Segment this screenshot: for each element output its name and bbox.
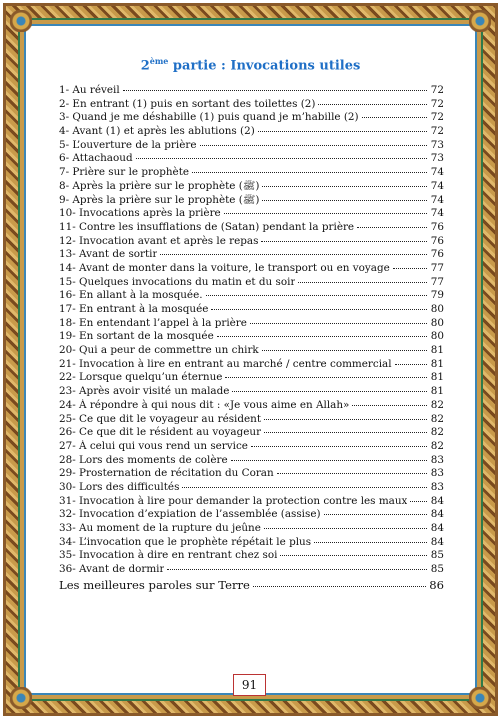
toc-entry-page: 86 xyxy=(429,577,444,592)
toc-entry-page: 76 xyxy=(430,220,444,233)
toc-entry[interactable] xyxy=(59,98,444,112)
toc-entry-title: 2- En entrant (1) puis en sortant des toilettes (2) xyxy=(59,97,316,110)
toc-entry-title: 1- Au réveil xyxy=(59,84,120,96)
toc-entry-title: 17- En entrant à la mosquée xyxy=(59,303,209,315)
corner-ornament-icon xyxy=(469,10,491,32)
toc-entry[interactable] xyxy=(59,549,444,563)
toc-entry-page: 79 xyxy=(430,289,444,302)
toc-entry[interactable] xyxy=(59,330,444,344)
dot-leader xyxy=(167,569,427,570)
toc-entry[interactable] xyxy=(59,235,444,249)
toc-entry-title: 11- Contre les insufflations de (Satan) pendant la prière xyxy=(59,220,355,233)
toc-entry[interactable] xyxy=(59,207,444,221)
toc-entry[interactable] xyxy=(59,371,444,385)
toc-entry-page: 77 xyxy=(430,261,444,274)
toc-entry-title: 12- Invocation avant et après le repas xyxy=(59,234,259,247)
dot-leader xyxy=(225,377,427,378)
toc-entry-page: 84 xyxy=(430,508,444,521)
toc-entry-title: 19- En sortant de la mosquée xyxy=(59,330,214,343)
toc-entry[interactable] xyxy=(59,536,444,550)
toc-entry-title: 15- Quelques invocations du matin et du soir xyxy=(59,275,296,288)
table-of-contents xyxy=(59,84,444,594)
toc-entry-page: 83 xyxy=(430,453,444,466)
dot-leader xyxy=(395,364,427,365)
toc-entry-page: 82 xyxy=(430,426,444,439)
toc-entry[interactable] xyxy=(59,358,444,372)
dot-leader xyxy=(264,432,427,433)
toc-entry-title: 4- Avant (1) et après les ablutions (2) xyxy=(59,125,255,138)
toc-entry[interactable] xyxy=(59,166,444,180)
toc-entry-page: 82 xyxy=(430,439,444,452)
toc-entry-title: 16- En allant à la mosquée. xyxy=(59,289,203,302)
toc-entry-page: 76 xyxy=(430,248,444,261)
dot-leader xyxy=(250,323,427,324)
toc-entry-page: 85 xyxy=(430,563,444,576)
toc-entry-title: 36- Avant de dormir xyxy=(59,563,165,576)
toc-entry-page: 85 xyxy=(430,549,444,562)
dot-leader xyxy=(324,514,427,515)
page-number: 91 xyxy=(233,674,266,696)
toc-entry-title: 21- Invocation à lire en entrant au marché / centre commercial xyxy=(59,357,392,370)
toc-entry-page: 72 xyxy=(430,97,444,110)
toc-entry[interactable] xyxy=(59,139,444,153)
toc-entry-title: 14- Avant de monter dans la voiture, le transport ou en voyage xyxy=(59,261,390,274)
heading-ordinal: 2 xyxy=(140,58,150,74)
toc-entry[interactable] xyxy=(59,289,444,303)
toc-entry-title: 31- Invocation à lire pour demander la protection contre les maux xyxy=(59,494,408,507)
toc-entry-page: 77 xyxy=(430,275,444,288)
toc-entry-title: 20- Qui a peur de commettre un chirk xyxy=(59,344,259,357)
toc-entry-title: 30- Lors des difficultés xyxy=(59,480,180,493)
toc-entry[interactable] xyxy=(59,522,444,536)
toc-entry-title: 25- Ce que dit le voyageur au résident xyxy=(59,412,262,425)
toc-entry-page: 74 xyxy=(430,207,444,220)
heading-ordinal-suffix: ème xyxy=(149,56,169,66)
toc-entry-title: 7- Prière sur le prophète xyxy=(59,166,190,179)
toc-entry[interactable] xyxy=(59,399,444,413)
dot-leader xyxy=(253,586,426,587)
toc-entry-title: 34- L’invocation que le prophète répétait le plus xyxy=(59,535,312,548)
toc-entry-page: 74 xyxy=(430,179,444,192)
dot-leader xyxy=(224,213,427,214)
toc-entry-title: 8- Après la prière sur le prophète (ﷺ) xyxy=(59,179,260,192)
toc-entry-title: 18- En entendant l’appel à la prière xyxy=(59,316,247,329)
toc-entry-page: 72 xyxy=(430,111,444,124)
dot-leader xyxy=(352,405,427,406)
dot-leader xyxy=(206,295,427,296)
toc-entry-title: 27- À celui qui vous rend un service xyxy=(59,439,248,452)
toc-entry[interactable] xyxy=(59,426,444,440)
dot-leader xyxy=(258,131,427,132)
dot-leader xyxy=(192,172,427,173)
toc-entry[interactable] xyxy=(59,125,444,139)
heading-text: partie : Invocations utiles xyxy=(168,58,361,74)
toc-entry-page: 83 xyxy=(430,480,444,493)
toc-entry-page: 84 xyxy=(430,522,444,534)
toc-entry[interactable] xyxy=(59,152,444,166)
toc-entry-page: 81 xyxy=(430,371,444,384)
dot-leader xyxy=(262,200,427,201)
toc-entry[interactable] xyxy=(59,262,444,276)
toc-entry[interactable] xyxy=(59,180,444,194)
toc-entry[interactable] xyxy=(59,481,444,495)
dot-leader xyxy=(160,254,427,255)
dot-leader xyxy=(231,460,427,461)
toc-entry-title: 28- Lors des moments de colère xyxy=(59,453,228,466)
corner-ornament-icon xyxy=(469,687,491,709)
dot-leader xyxy=(318,104,427,105)
corner-ornament-icon xyxy=(10,687,32,709)
toc-entry[interactable] xyxy=(59,495,444,509)
toc-entry[interactable] xyxy=(59,344,444,358)
toc-entry-page: 81 xyxy=(430,385,444,398)
toc-entry-page: 80 xyxy=(430,316,444,329)
toc-entry[interactable] xyxy=(59,467,444,481)
toc-entry[interactable] xyxy=(59,508,444,522)
dot-leader xyxy=(298,282,427,283)
toc-entry[interactable] xyxy=(59,413,444,427)
toc-entry-page: 74 xyxy=(430,193,444,206)
dot-leader xyxy=(410,501,427,502)
toc-entry-page: 81 xyxy=(430,357,444,370)
dot-leader xyxy=(123,90,427,91)
toc-entry-title: 3- Quand je me déshabille (1) puis quand je m’habille (2) xyxy=(59,111,359,124)
toc-entry-title: 13- Avant de sortir xyxy=(59,248,158,261)
toc-entry-title: 24- À répondre à qui nous dit : «Je vous aime en Allah» xyxy=(59,398,350,411)
toc-entry-page: 73 xyxy=(430,152,444,165)
dot-leader xyxy=(314,542,427,543)
toc-entry[interactable] xyxy=(59,194,444,208)
toc-entry-page: 84 xyxy=(430,494,444,507)
toc-entry[interactable] xyxy=(59,440,444,454)
toc-entry-title: 6- Attachaoud xyxy=(59,152,133,165)
toc-entry[interactable] xyxy=(59,317,444,331)
dot-leader xyxy=(182,487,427,488)
toc-entry-page: 80 xyxy=(430,330,444,343)
dot-leader xyxy=(262,350,427,351)
toc-entry-title: 23- Après avoir visité un malade xyxy=(59,385,230,398)
dot-leader xyxy=(264,419,427,420)
corner-ornament-icon xyxy=(10,10,32,32)
toc-entry[interactable] xyxy=(59,303,444,317)
toc-entry-page: 74 xyxy=(430,166,444,179)
toc-entry-title: 29- Prosternation de récitation du Coran xyxy=(59,467,274,480)
toc-entry-title: 32- Invocation d’expiation de l’assemblée (assise) xyxy=(59,508,321,521)
toc-entry-page: 82 xyxy=(430,398,444,411)
toc-entry-page: 72 xyxy=(430,125,444,138)
toc-entry-title: 9- Après la prière sur le prophète (ﷺ) xyxy=(59,193,260,206)
toc-entry-title: 35- Invocation à dire en rentrant chez soi xyxy=(59,549,278,562)
toc-entry-page: 80 xyxy=(430,303,444,315)
dot-leader xyxy=(264,528,427,529)
toc-entry-page: 76 xyxy=(430,234,444,247)
toc-entry-page: 84 xyxy=(430,535,444,548)
dot-leader xyxy=(251,446,427,447)
toc-entry[interactable] xyxy=(59,454,444,468)
dot-leader xyxy=(277,473,427,474)
dot-leader xyxy=(136,158,427,159)
dot-leader xyxy=(211,309,427,310)
toc-entry[interactable] xyxy=(59,276,444,290)
dot-leader xyxy=(261,241,427,242)
toc-entry-title: 33- Au moment de la rupture du jeûne xyxy=(59,522,261,534)
toc-entry-title: Les meilleures paroles sur Terre xyxy=(59,577,250,592)
dot-leader xyxy=(200,145,428,146)
toc-entry-title: 10- Invocations après la prière xyxy=(59,207,221,220)
toc-entry-page: 81 xyxy=(430,344,444,357)
dot-leader xyxy=(232,391,427,392)
dot-leader xyxy=(280,555,427,556)
toc-entry[interactable] xyxy=(59,248,444,262)
dot-leader xyxy=(362,117,427,118)
dot-leader xyxy=(262,186,427,187)
toc-final-entry[interactable] xyxy=(59,577,444,594)
toc-entry-title: 5- L’ouverture de la prière xyxy=(59,138,197,151)
toc-entry-page: 82 xyxy=(430,412,444,425)
toc-entry-page: 72 xyxy=(430,84,444,96)
toc-entry[interactable] xyxy=(59,111,444,125)
toc-entry-page: 73 xyxy=(430,138,444,151)
dot-leader xyxy=(357,227,427,228)
toc-entry-title: 22- Lorsque quelqu’un éternue xyxy=(59,371,223,384)
toc-entry[interactable] xyxy=(59,385,444,399)
section-heading xyxy=(0,56,501,73)
toc-entry[interactable] xyxy=(59,221,444,235)
dot-leader xyxy=(393,268,427,269)
toc-entry[interactable] xyxy=(59,84,444,98)
dot-leader xyxy=(217,336,427,337)
toc-entry-title: 26- Ce que dit le résident au voyageur xyxy=(59,426,262,439)
toc-entry[interactable] xyxy=(59,563,444,577)
toc-entry-page: 83 xyxy=(430,467,444,480)
